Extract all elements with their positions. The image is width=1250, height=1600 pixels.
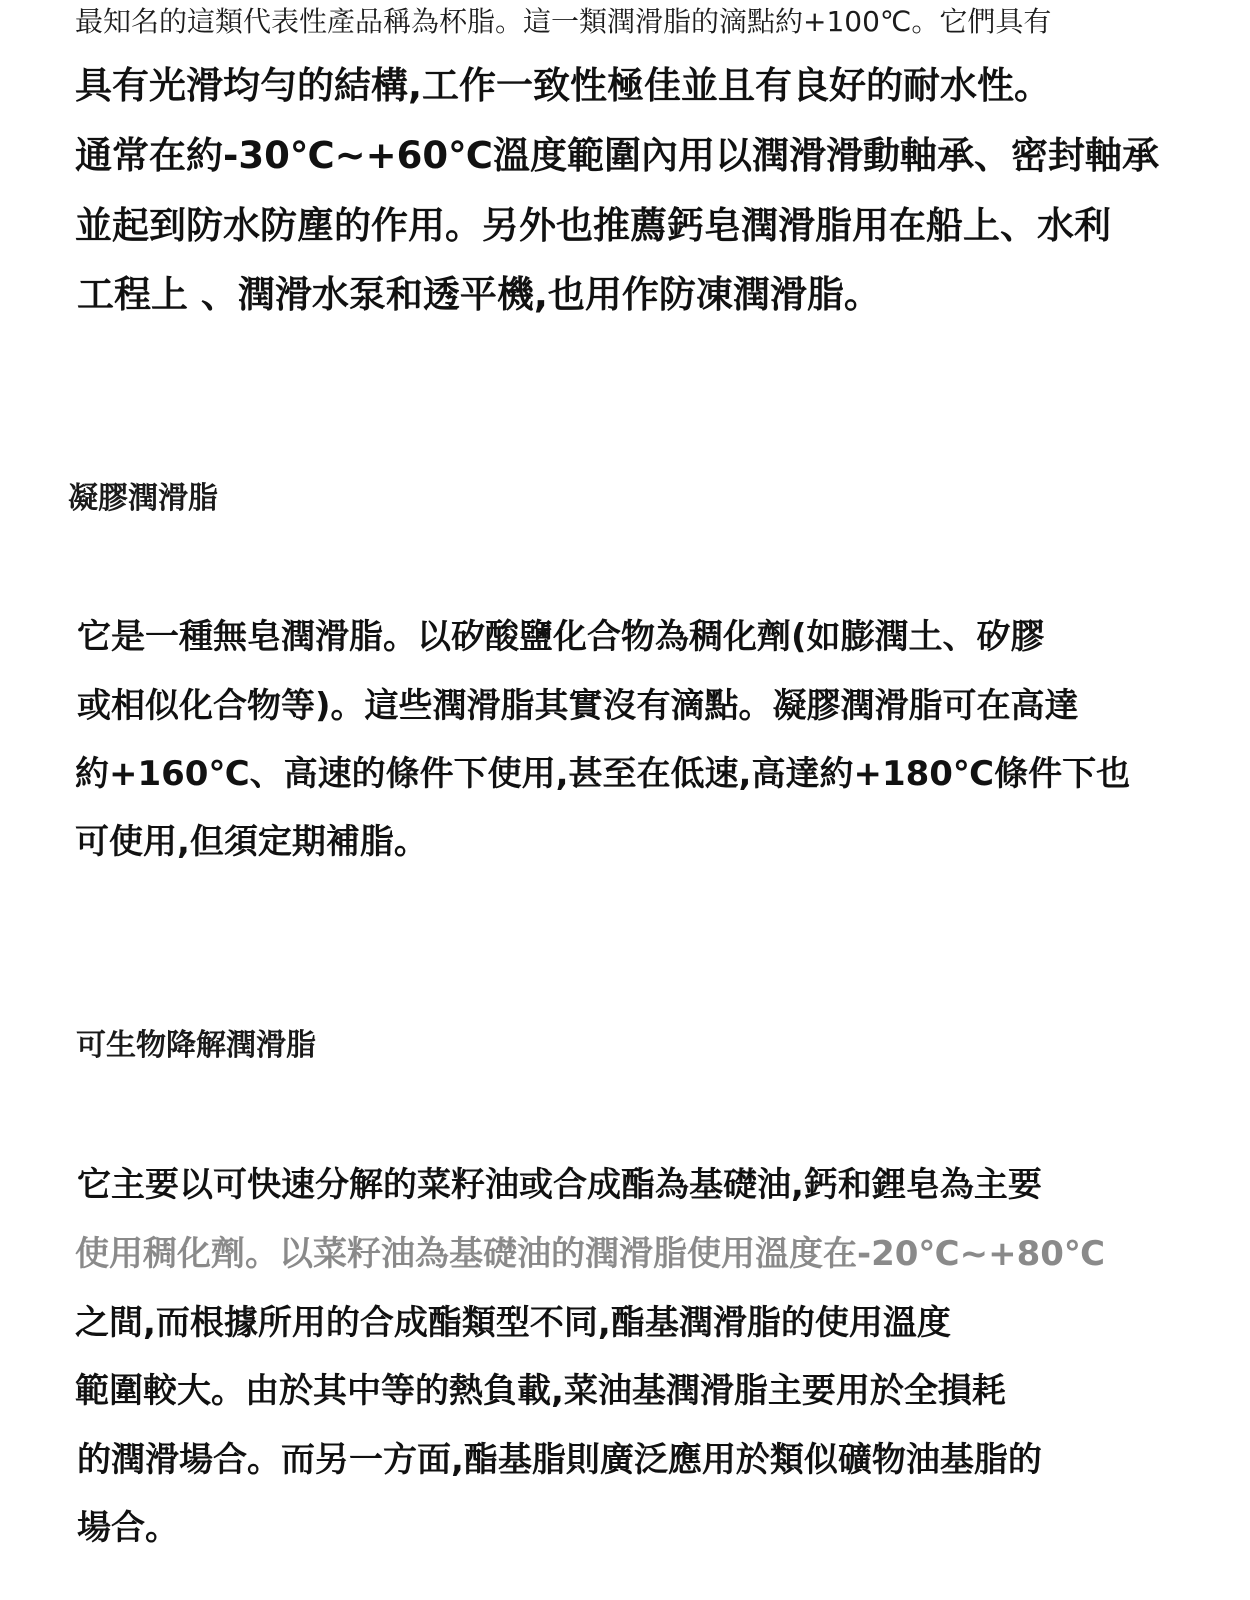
- section-heading-gel: 凝膠潤滑脂: [68, 481, 218, 516]
- intro-line-4: 並起到防水防塵的作用。另外也推薦鈣皂潤滑脂用在船上、水利: [75, 204, 1111, 247]
- gel-line-2: 或相似化合物等)。這些潤滑脂其實沒有滴點。凝膠潤滑脂可在高達: [77, 686, 1079, 726]
- bio-line-6: 場合。: [77, 1508, 179, 1548]
- intro-line-1: 最知名的這類代表性產品稱為杯脂。這一類潤滑脂的滴點約+100℃。它們具有: [75, 5, 1052, 38]
- intro-line-5: 工程上 、潤滑水泵和透平機,也用作防凍潤滑脂。: [77, 273, 881, 316]
- gel-line-4: 可使用,但須定期補脂。: [75, 822, 428, 862]
- bio-line-3: 之間,而根據所用的合成酯類型不同,酯基潤滑脂的使用溫度: [75, 1303, 951, 1343]
- bio-line-4: 範圍較大。由於其中等的熱負載,菜油基潤滑脂主要用於全損耗: [75, 1371, 1006, 1411]
- bio-line-2: 使用稠化劑。以菜籽油為基礎油的潤滑脂使用溫度在-20℃~+80℃: [75, 1234, 1106, 1274]
- section-heading-biodegradable: 可生物降解潤滑脂: [76, 1028, 316, 1063]
- gel-line-3: 約+160℃、高速的條件下使用,甚至在低速,高達約+180℃條件下也: [75, 754, 1131, 794]
- gel-line-1: 它是一種無皂潤滑脂。以矽酸鹽化合物為稠化劑(如膨潤土、矽膠: [77, 617, 1045, 657]
- intro-line-3: 通常在約-30℃~+60℃溫度範圍內用以潤滑滑動軸承、密封軸承: [75, 134, 1159, 177]
- intro-line-2: 具有光滑均勻的結構,工作一致性極佳並且有良好的耐水性。: [75, 64, 1052, 107]
- bio-line-1: 它主要以可快速分解的菜籽油或合成酯為基礎油,鈣和鋰皂為主要: [77, 1165, 1042, 1205]
- bio-line-5: 的潤滑場合。而另一方面,酯基脂則廣泛應用於類似礦物油基脂的: [77, 1440, 1042, 1480]
